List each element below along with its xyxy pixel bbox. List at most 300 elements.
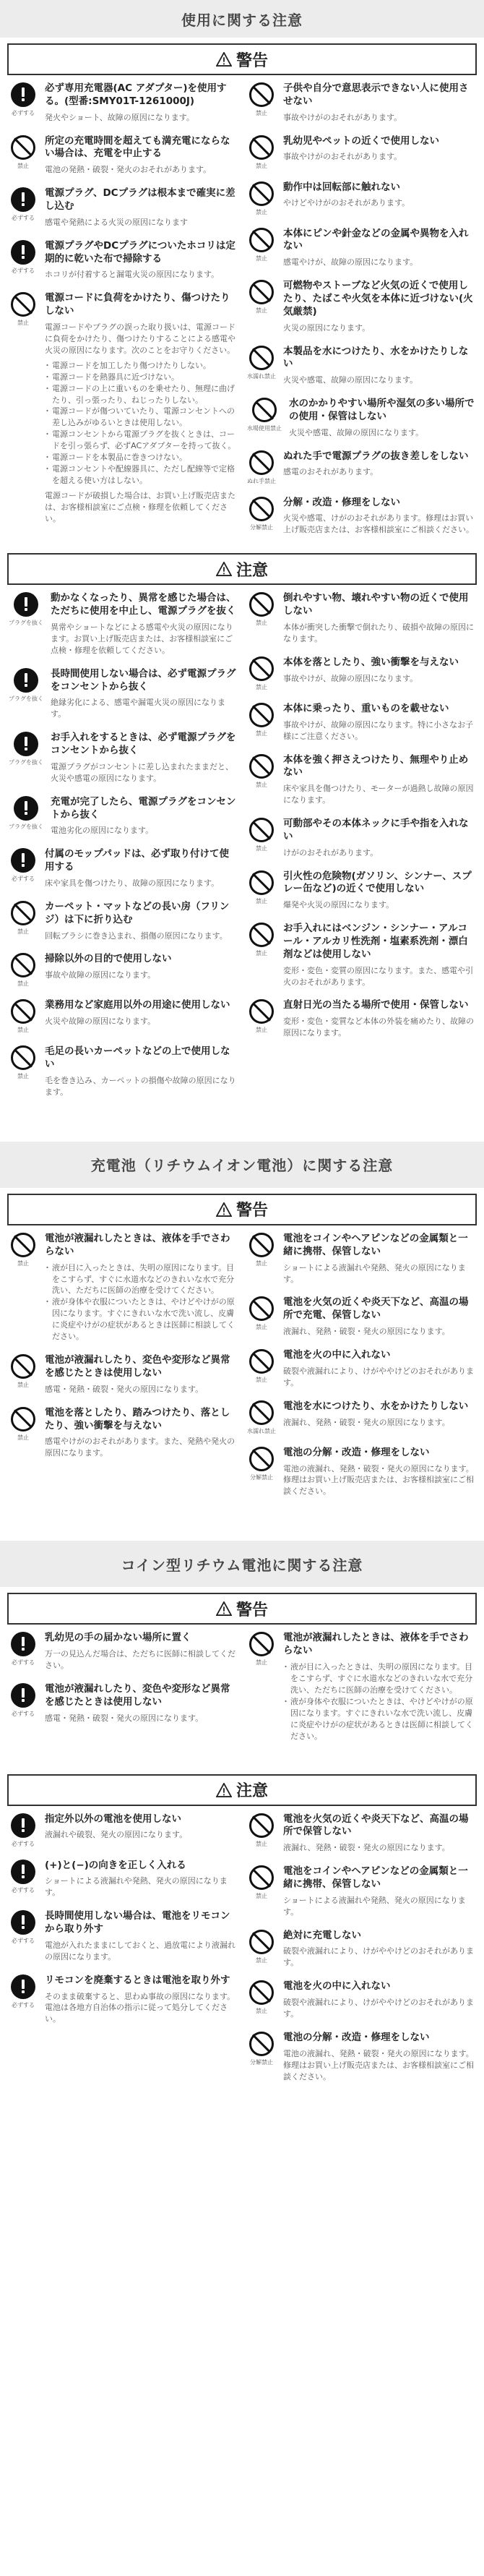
safety-item (247, 497, 475, 536)
prohibition-icon (249, 754, 274, 779)
safety-item-title: (+)と(−)の向きを正しく入れる (45, 1859, 186, 1871)
prohibition-icon (252, 398, 277, 422)
coin-caution-left (9, 1813, 237, 2037)
safety-item-list-entry: ・ 電源コードを熱器具に近づけない。 (45, 372, 237, 383)
symbol-caption: プラグを抜く (9, 620, 43, 627)
symbol-caption: 禁止 (256, 845, 267, 852)
safety-item-title: 毛足の長いカーペットなどの上で使用しない (45, 1045, 230, 1071)
mandatory-action-icon (14, 732, 38, 756)
safety-item-title: 電源プラグやDCプラグについたホコリは定期的に乾いた布で掃除する (45, 239, 235, 265)
safety-item-description: 変形・変色・変質など本体の外装を痛めたり、故障の原因になります。 (283, 1017, 474, 1038)
safety-item-title: 電池を水につけたり、水をかけたりしない (283, 1400, 469, 1412)
safety-item-note: 電源コードが破損した場合は、お買い上げ販売店または、お客様相談室にご点検・修理を依頼してください。 (45, 491, 235, 523)
safety-item (247, 1349, 475, 1389)
safety-symbol (9, 999, 38, 1034)
safety-item-title: 本製品を水につけたり、水をかけたりしない (283, 345, 469, 370)
safety-item-body (45, 1632, 237, 1672)
safety-item-body (283, 1980, 475, 2020)
coin-caution-right (247, 1813, 475, 2094)
safety-item (247, 703, 475, 743)
symbol-caption: 禁止 (256, 1840, 267, 1847)
safety-item (9, 1860, 237, 1899)
safety-item (9, 668, 237, 721)
safety-item-title: 電池の分解・改造・修理をしない (283, 1446, 430, 1458)
warning-triangle-icon (216, 1601, 232, 1616)
safety-item (247, 228, 475, 269)
safety-symbol (9, 187, 38, 228)
mandatory-action-icon (11, 1860, 35, 1884)
safety-item-body (283, 135, 475, 170)
safety-item-title: 所定の充電時間を超えても満充電にならない場合は、充電を中止する (45, 134, 230, 160)
safety-item-list-entry: ・ 液が身体や衣服についたときは、やけどやけがの原因になります。すぐにきれいな水で洗い流し、皮膚に炎症やけがの症状があるときは医師に相談してください。 (283, 1696, 475, 1742)
safety-item-description: やけどやけがのおそれがあります。 (283, 198, 410, 208)
safety-item (9, 732, 237, 784)
prohibition-icon (249, 818, 274, 842)
safety-item-body (289, 398, 475, 439)
safety-item-description: 液漏れ、発熱・破裂・発火の原因になります。 (283, 1417, 450, 1427)
safety-item-list-entry: ・ 液が身体や衣服についたときは、やけどやけがの原因になります。すぐにきれいな水で洗い流し、皮膚に炎症やけがの症状があるときは医師に相談してください。 (45, 1296, 237, 1343)
safety-symbol (247, 1813, 276, 1854)
battery-warning-band (7, 1194, 477, 1225)
symbol-caption: 禁止 (256, 1027, 267, 1034)
safety-item-body (283, 923, 475, 988)
safety-item (9, 1045, 237, 1098)
safety-symbol (247, 1447, 276, 1498)
mandatory-action-icon (11, 1974, 35, 1999)
safety-item (247, 135, 475, 170)
safety-item-description: 破裂や液漏れにより、けがややけどのおそれがあります。 (283, 1946, 474, 1968)
safety-item-description: 感電や発熱による火災の原因になります (45, 217, 188, 227)
safety-item-list-entry: ・ 電源コードが傷ついていたり、電源コンセントへの差し込みがゆるいときは使用しない。 (45, 406, 237, 429)
mandatory-action-icon (11, 848, 35, 873)
prohibition-icon (249, 1296, 274, 1321)
safety-item (9, 292, 237, 525)
symbol-caption: 必ずする (12, 1840, 35, 1847)
safety-item-description: 異常やショートなどによる感電や火災の原因になります。お買い上げ販売店または、お客様相談室にご点検・修理を依頼してください。 (51, 622, 233, 655)
safety-item-body (283, 181, 475, 216)
symbol-caption: 禁止 (17, 1434, 29, 1441)
safety-item (247, 656, 475, 691)
safety-symbol (247, 346, 276, 387)
safety-item-description: 電源プラグがコンセントに差し込まれたままだと、火災や感電の原因になります。 (51, 761, 233, 783)
safety-item (247, 280, 475, 333)
safety-item (247, 818, 475, 859)
safety-item (9, 1974, 237, 2026)
symbol-caption: 禁止 (256, 620, 267, 627)
safety-item-title: 充電が完了したら、電源プラグをコンセントから抜く (51, 795, 236, 821)
safety-symbol (247, 228, 276, 269)
safety-item-description: 液漏れや破裂、発火の原因になります。 (45, 1830, 188, 1840)
safety-item-title: 付属のモップパッドは、必ず取り付けて使用する (45, 848, 230, 873)
safety-item-title: 業務用など家庭用以外の用途に使用しない (45, 999, 230, 1011)
safety-item (247, 1980, 475, 2020)
safety-item-description: 毛を巻き込み、カーペットの損傷や故障の原因になります。 (45, 1076, 236, 1097)
mandatory-action-icon (11, 1683, 35, 1708)
symbol-caption: 必ずする (12, 1659, 35, 1666)
battery-warning-right (247, 1233, 475, 1509)
safety-item-body (283, 346, 475, 387)
safety-symbol (9, 1045, 38, 1098)
safety-symbol (247, 181, 276, 216)
safety-item-body (283, 1865, 475, 1918)
safety-item-title: 掃除以外の目的で使用しない (45, 953, 172, 965)
safety-item-title: 動作中は回転部に触れない (283, 181, 400, 193)
symbol-caption: 禁止 (256, 1659, 267, 1666)
prohibition-icon (249, 1233, 274, 1257)
safety-item-body (283, 82, 475, 124)
safety-item-body (283, 703, 475, 743)
safety-item-body (283, 228, 475, 269)
coin-section-title: コイン型リチウム電池に関する注意 (0, 1541, 484, 1587)
symbol-caption: プラグを抜く (9, 759, 43, 766)
safety-item-description: 電池劣化の原因になります。 (51, 826, 154, 836)
symbol-caption: 禁止 (17, 1259, 29, 1267)
safety-item-body (45, 1974, 237, 2026)
symbol-caption: 禁止 (256, 897, 267, 904)
prohibition-icon (249, 870, 274, 895)
safety-symbol (9, 135, 38, 176)
prohibition-icon (11, 1045, 35, 1070)
safety-item (247, 2032, 475, 2083)
safety-item-title: 長時間使用しない場合は、必ず電源プラグをコンセントから抜く (51, 667, 236, 693)
prohibition-icon (249, 1632, 274, 1656)
safety-item-body (283, 999, 475, 1039)
safety-symbol (9, 240, 38, 281)
safety-item-title: 本体を強く押さえつけたり、無理やり止めない (283, 753, 469, 779)
usage-warning-label: 警告 (235, 51, 268, 70)
symbol-caption: 禁止 (17, 1382, 29, 1389)
safety-item-body (51, 668, 237, 721)
safety-symbol (247, 497, 276, 536)
safety-item-body (283, 1930, 475, 1969)
symbol-caption: 禁止 (256, 729, 267, 737)
prohibition-icon (249, 656, 274, 681)
safety-item-list-entry: ・ 電源コンセントや配線器具に、ただし配線等で定格を超える使い方はしない。 (45, 463, 237, 487)
safety-item-description: 電池の発熱・破裂・発火のおそれがあります。 (45, 165, 212, 175)
safety-item (9, 1354, 237, 1395)
safety-item-description: 事故やけが、故障の原因になります。特に小さなお子様にご注意ください。 (283, 719, 474, 741)
prohibition-icon (249, 1865, 274, 1890)
safety-symbol (247, 280, 276, 333)
safety-item-list (45, 1262, 237, 1343)
safety-item-title: 水のかかりやすい場所や湿気の多い場所での使用・保管はしない (289, 398, 475, 422)
prohibition-icon (249, 999, 274, 1024)
safety-item-body (45, 1683, 237, 1724)
prohibition-icon (249, 1813, 274, 1838)
safety-item-description: 破裂や液漏れにより、けがややけどのおそれがあります。 (283, 1366, 474, 1387)
prohibition-icon (249, 1980, 274, 2005)
safety-symbol (247, 818, 276, 859)
safety-item-body (45, 1045, 237, 1098)
prohibition-icon (11, 292, 35, 317)
safety-item (247, 398, 475, 439)
symbol-caption: 禁止 (256, 254, 267, 262)
prohibition-icon (249, 1930, 274, 1954)
safety-item-title: 動かなくなったり、異常を感じた場合は、ただちに使用を中止し、電源プラグを抜く (51, 592, 236, 617)
safety-item (247, 1233, 475, 1285)
safety-item (247, 1930, 475, 1969)
safety-item (9, 82, 237, 124)
safety-item-title: 電池が液漏れしたり、変色や変形など異常を感じたときは使用しない (45, 1683, 230, 1708)
safety-item-body (45, 82, 237, 124)
battery-warning-label: 警告 (235, 1202, 268, 1220)
symbol-caption: 禁止 (17, 1073, 29, 1080)
symbol-caption: 禁止 (256, 307, 267, 314)
safety-item-description: 万一の見込んだ場合は、ただちに医師に相談してください。 (45, 1649, 235, 1671)
safety-item-title: 電池を落としたり、踏みつけたり、落としたり、強い衝撃を与えない (45, 1406, 230, 1432)
safety-item-body (283, 2032, 475, 2083)
safety-item-description: 爆発や火災の原因になります。 (283, 900, 394, 910)
prohibition-icon (11, 1407, 35, 1432)
safety-symbol (9, 901, 38, 942)
mandatory-action-icon (14, 668, 38, 693)
safety-item-body (283, 592, 475, 645)
symbol-caption: 禁止 (256, 162, 267, 169)
safety-item-body (45, 1233, 237, 1343)
symbol-caption: 禁止 (256, 2008, 267, 2015)
symbol-caption: 水場使用禁止 (247, 425, 282, 432)
safety-item-description: 発火やショート、故障の原因になります。 (45, 112, 194, 122)
symbol-caption: 水濡れ禁止 (247, 372, 276, 380)
safety-item-list-entry: ・ 電源コードを加工したり傷つけたりしない。 (45, 360, 237, 372)
safety-item (9, 240, 237, 281)
safety-item (247, 754, 475, 807)
symbol-caption: 禁止 (17, 162, 29, 169)
prohibition-icon (249, 1349, 274, 1374)
safety-item-title: 電池をコインやヘアピンなどの金属類と一緒に携帯、保管しない (283, 1232, 468, 1257)
coin-caution-columns (0, 1813, 484, 2094)
safety-item-description: 事故やけが、故障の原因になります。 (283, 673, 418, 683)
safety-item (247, 592, 475, 645)
safety-item (9, 848, 237, 889)
symbol-caption: 必ずする (12, 1938, 35, 1945)
safety-item-description: 感電・発熱・破裂・発火の原因になります。 (45, 1384, 204, 1394)
warning-triangle-icon (216, 562, 232, 576)
symbol-caption: 禁止 (17, 320, 29, 327)
coin-warning-label: 警告 (235, 1601, 268, 1619)
safety-symbol (9, 668, 43, 721)
safety-item-description: 電池が入れたままにしておくと、過放電により液漏れの原因になります。 (45, 1940, 235, 1961)
symbol-caption: 禁止 (17, 1027, 29, 1034)
safety-symbol (9, 1683, 38, 1724)
safety-item (9, 999, 237, 1034)
safety-item-description: けがのおそれがあります。 (283, 847, 379, 857)
safety-item-list (283, 1661, 475, 1742)
prohibition-icon (11, 953, 35, 977)
safety-item (9, 796, 237, 837)
mandatory-action-icon (11, 1632, 35, 1656)
safety-item-body (283, 1447, 475, 1498)
safety-symbol (9, 1632, 38, 1672)
safety-item-list-entry: ・ 電源コードの上に重いものを乗せたり、無理に曲げたり、引っ張ったり、ねじったりしない。 (45, 383, 237, 406)
symbol-caption: 禁止 (256, 1893, 267, 1900)
safety-item (247, 82, 475, 124)
usage-caution-left (9, 592, 237, 1110)
safety-item-body (45, 292, 237, 525)
safety-item-title: ぬれた手で電源プラグの抜き差しをしない (283, 450, 469, 462)
safety-symbol (247, 999, 276, 1039)
safety-item-body (283, 1349, 475, 1389)
safety-item-title: 可動部やその本体ネックに手や指を入れない (283, 818, 469, 842)
prohibition-icon (11, 1354, 35, 1379)
safety-symbol (9, 732, 43, 784)
prohibition-icon (249, 228, 274, 252)
safety-item-body (45, 240, 237, 281)
safety-item-title: 指定外以外の電池を使用しない (45, 1813, 181, 1825)
prohibition-icon (249, 1447, 274, 1471)
mandatory-action-icon (14, 796, 38, 821)
safety-item (247, 1296, 475, 1338)
safety-item-description: 事故や故障の原因になります。 (45, 970, 156, 980)
symbol-caption: 必ずする (12, 2001, 35, 2008)
prohibition-icon (249, 82, 274, 107)
usage-section-title: 使用に関する注意 (0, 0, 484, 38)
symbol-caption: 禁止 (256, 683, 267, 690)
safety-item-body (45, 1813, 237, 1848)
safety-item (247, 346, 475, 387)
safety-item-description: ショートによる液漏れや発熱、発火の原因になります。 (283, 1262, 466, 1284)
symbol-caption: 水濡れ禁止 (247, 1427, 276, 1434)
symbol-caption: 禁止 (256, 1324, 267, 1331)
coin-caution-band (7, 1774, 477, 1806)
safety-item-title: 電池が液漏れしたときは、液体を手でさわらない (45, 1232, 230, 1257)
safety-item (9, 1632, 237, 1672)
safety-item-title: 本体に乗ったり、重いものを載せない (283, 702, 449, 714)
warning-triangle-icon (216, 52, 232, 67)
safety-item (9, 1910, 237, 1963)
prohibition-icon (249, 346, 274, 370)
symbol-caption: 必ずする (12, 267, 35, 274)
usage-caution-band (7, 553, 477, 585)
safety-item (247, 1400, 475, 1435)
symbol-caption: 禁止 (256, 208, 267, 215)
safety-symbol (247, 1296, 276, 1338)
safety-item-description: 事故やけがのおそれがあります。 (283, 112, 402, 122)
safety-item-title: 電池の分解・改造・修理をしない (283, 2031, 430, 2043)
symbol-caption: 禁止 (256, 1956, 267, 1964)
safety-item-title: 子供や自分で意思表示できない人に使用させない (283, 82, 469, 107)
coin-warning-left (9, 1632, 237, 1735)
prohibition-icon (11, 1233, 35, 1257)
usage-warning-right (247, 82, 475, 547)
safety-item-title: 直射日光の当たる場所で使用・保管しない (283, 999, 469, 1011)
safety-item (9, 135, 237, 176)
safety-item-title: 電池が液漏れしたり、変色や変形など異常を感じたときは使用しない (45, 1354, 230, 1379)
mandatory-action-icon (11, 82, 35, 107)
safety-item-body (45, 901, 237, 942)
prohibition-icon (249, 497, 274, 521)
safety-item-description: 本体が衝突した衝撃で倒れたり、破損や故障の原因になります。 (283, 622, 474, 643)
safety-item-body (283, 870, 475, 912)
symbol-caption: 必ずする (12, 876, 35, 883)
safety-item-body (283, 1632, 475, 1742)
prohibition-icon (249, 703, 274, 727)
safety-item-description: ショートによる液漏れや発熱、発火の原因になります。 (283, 1895, 466, 1917)
safety-item-title: 倒れやすい物、壊れやすい物の近くで使用しない (283, 592, 469, 617)
safety-item-title: 乳幼児やペットの近くで使用しない (283, 134, 439, 147)
safety-symbol (247, 450, 276, 485)
safety-item (9, 953, 237, 988)
safety-item-title: 可燃物やストーブなど火気の近くで使用したり、たばこや火気を本体に近づけない(火気厳禁) (283, 280, 473, 317)
symbol-caption: 分解禁止 (250, 2058, 273, 2066)
safety-item-description: 絶縁劣化による、感電や漏電火災の原因になります。 (51, 698, 225, 719)
usage-caution-label: 注意 (235, 561, 268, 580)
safety-item-description: 火災や故障の原因になります。 (45, 1017, 156, 1027)
safety-item (247, 1447, 475, 1498)
safety-symbol (247, 135, 276, 170)
mandatory-action-icon (11, 187, 35, 212)
symbol-caption: 禁止 (256, 1259, 267, 1267)
safety-symbol (247, 592, 276, 645)
safety-item-body (45, 1860, 237, 1899)
safety-item-body (283, 818, 475, 859)
safety-symbol (247, 1865, 276, 1918)
safety-item-description: 感電やけがのおそれがあります。また、発熱や発火の原因になります。 (45, 1437, 235, 1458)
safety-item-title: 電源プラグ、DCプラグは根本まで確実に差し込む (45, 187, 235, 212)
safety-item-body (283, 1400, 475, 1435)
safety-item-description: 液漏れ、発熱・破裂・発火の原因になります。 (283, 1843, 450, 1853)
prohibition-icon (11, 135, 35, 160)
safety-symbol (9, 1813, 38, 1848)
safety-item-description: ショートによる液漏れや発熱、発火の原因になります。 (45, 1876, 228, 1898)
safety-item-description: 電源コードやプラグの誤った取り扱いは、電源コードに負荷をかけたり、傷つけたりすることによる感電や火災の原因になります。次のことをお守りください。 (45, 322, 235, 355)
safety-item-title: 必ず専用充電器(AC アダプター)を使用する。(型番:SMY01T-1261000J) (45, 82, 227, 107)
mandatory-action-icon (11, 1910, 35, 1935)
safety-symbol (247, 754, 276, 807)
safety-item-description: 電池の液漏れ、発熱・破裂・発火の原因になります。修理はお買い上げ販売店または、お客様相談室にご相談ください。 (283, 1463, 474, 1497)
safety-symbol (247, 1349, 276, 1389)
mandatory-action-icon (11, 1813, 35, 1838)
usage-caution-columns (0, 592, 484, 1110)
safety-item-title: 引火性の危険物(ガソリン、シンナー、スプレー缶など)の近くで使用しない (283, 870, 472, 895)
safety-item-description: 床や家具を傷つけたり、モーターが過熱し故障の原因になります。 (283, 784, 474, 805)
safety-item-title: 絶対に充電しない (283, 1929, 361, 1941)
safety-item-body (283, 1296, 475, 1338)
safety-item-body (45, 999, 237, 1034)
safety-item-body (283, 497, 475, 536)
symbol-caption: 禁止 (17, 928, 29, 935)
safety-symbol (9, 1974, 38, 2026)
safety-item (247, 923, 475, 988)
safety-item-title: 乳幼児の手の届かない場所に置く (45, 1632, 191, 1644)
usage-warning-band (7, 43, 477, 75)
safety-item-title: 電池を火気の近くや炎天下など、高温の場所で充電、保管しない (283, 1296, 469, 1322)
coin-warning-columns (0, 1632, 484, 1753)
safety-symbol (247, 1400, 276, 1435)
safety-item-description: 火災や感電、故障の原因になります。 (283, 375, 418, 385)
safety-symbol (247, 703, 276, 743)
safety-item (247, 870, 475, 912)
safety-symbol (9, 1233, 38, 1343)
safety-item-list-entry: ・ 電源コードを本製品に巻きつけない。 (45, 452, 237, 463)
safety-item-description: ホコリが付着すると漏電火災の原因になります。 (45, 270, 220, 280)
symbol-caption: 必ずする (12, 1711, 35, 1717)
safety-item-title: 電池を火の中に入れない (283, 1349, 391, 1361)
safety-item-title: 電池を火気の近くや炎天下など、高温の場所で保管しない (283, 1813, 469, 1838)
safety-item-body (45, 1910, 237, 1963)
safety-symbol (9, 82, 38, 124)
safety-symbol (9, 1407, 38, 1460)
symbol-caption: プラグを抜く (9, 823, 43, 830)
safety-symbol (9, 1860, 38, 1899)
safety-symbol (9, 796, 43, 837)
safety-item-title: 長時間使用しない場合は、電池をリモコンから取り外す (45, 1910, 230, 1935)
safety-item-description: 火災や感電、けがのおそれがあります。修理はお買い上げ販売店または、お客様相談室にご相談ください。 (283, 513, 474, 535)
safety-item (247, 999, 475, 1039)
safety-item (9, 187, 237, 228)
safety-item (9, 1407, 237, 1460)
safety-symbol (247, 82, 276, 124)
